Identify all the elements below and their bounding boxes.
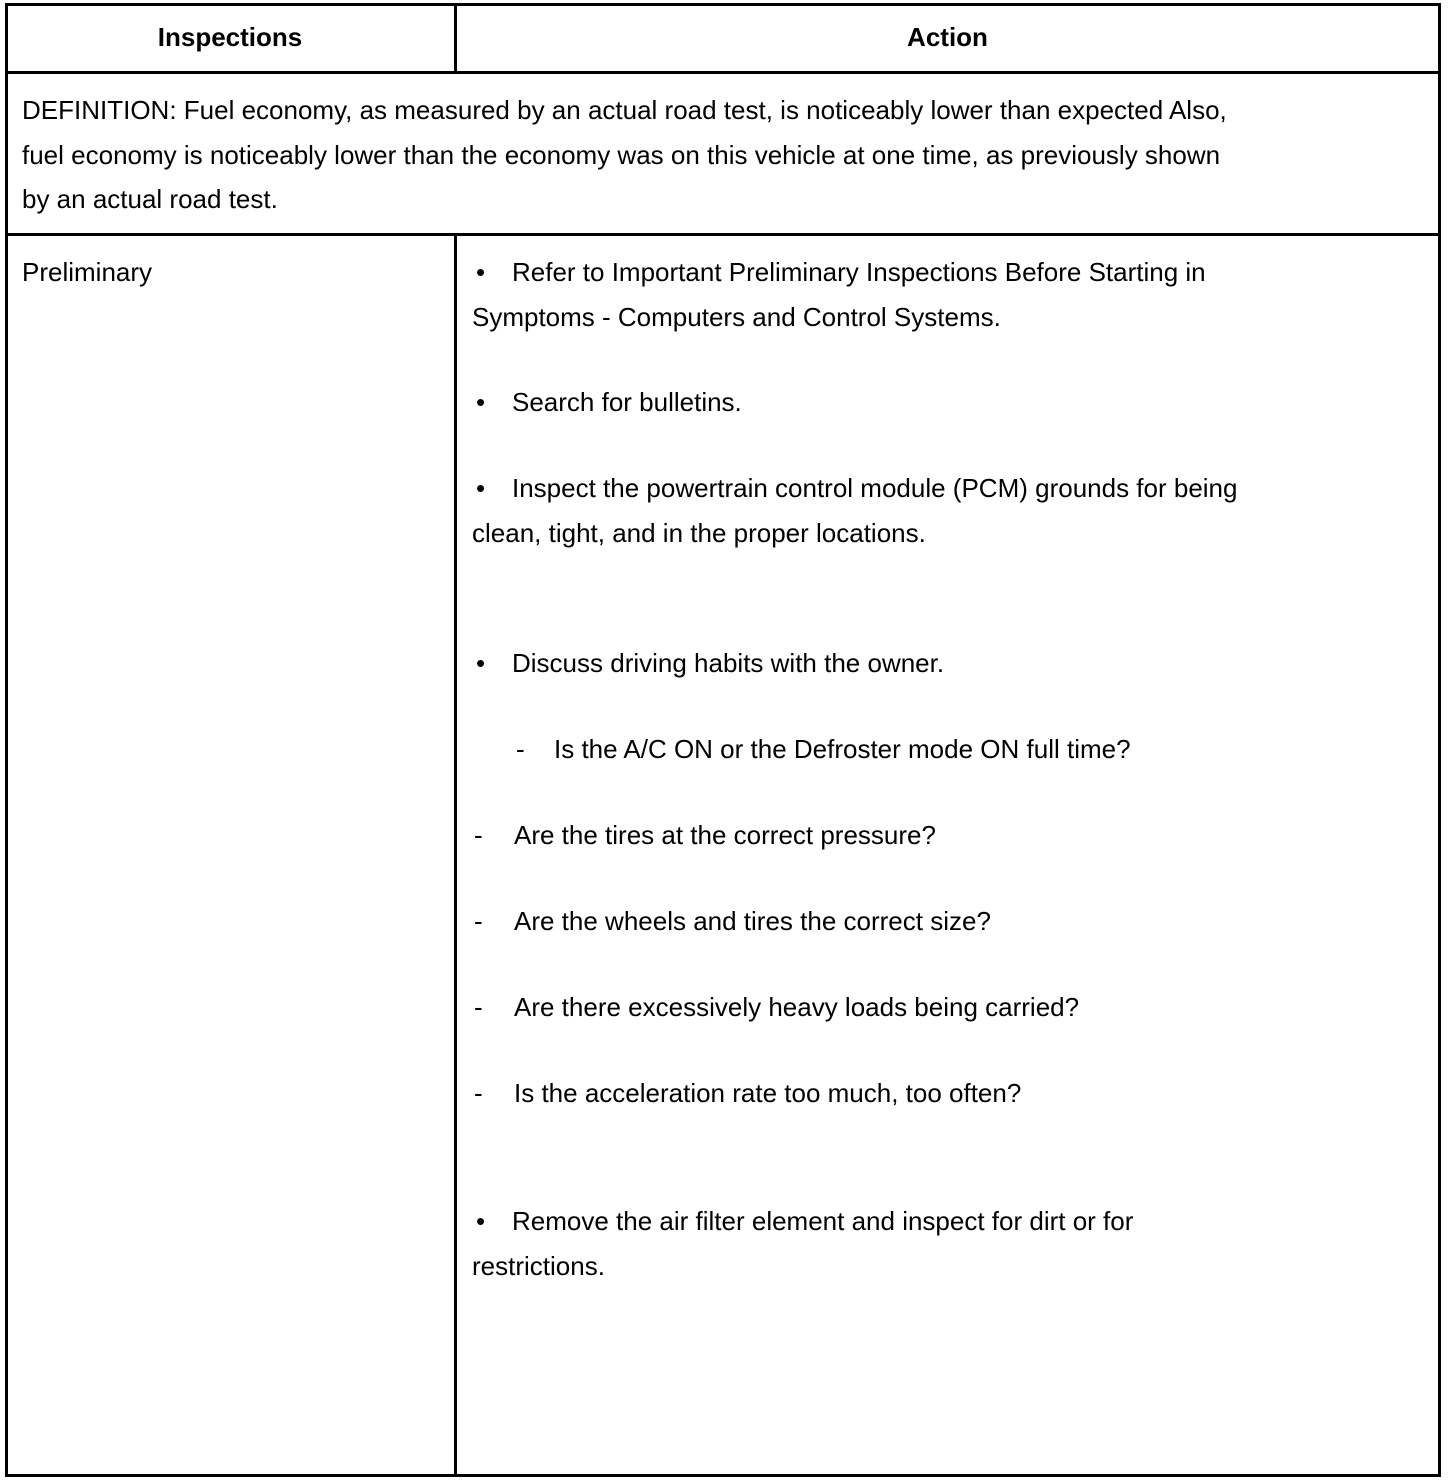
action-item-text: Is the A/C ON or the Defroster mode ON full time?	[554, 734, 1131, 764]
column-divider-body	[454, 233, 457, 1477]
action-item-text: Is the acceleration rate too much, too often?	[514, 1078, 1022, 1108]
action-item-refer	[472, 250, 1206, 295]
action-item-text: Are the tires at the correct pressure?	[514, 820, 936, 850]
definition-line-2: fuel economy is noticeably lower than the economy was on this vehicle at one time, as previously shown	[22, 140, 1221, 170]
definition-line-1: DEFINITION: Fuel economy, as measured by an actual road test, is noticeably lower than expected Also,	[22, 95, 1227, 125]
bullet-marker: •	[476, 257, 486, 287]
header-action: Action	[907, 22, 988, 52]
table-border-left	[5, 3, 8, 1477]
action-subitem-tire-pressure	[472, 813, 936, 858]
bullet-marker: •	[476, 473, 486, 503]
bullet-marker: •	[476, 387, 486, 417]
action-item-driving-habits	[472, 641, 944, 686]
dash-marker: -	[474, 820, 483, 850]
definition-divider	[5, 233, 1441, 236]
action-item-text: Are the wheels and tires the correct size?	[514, 906, 991, 936]
table-border-right	[1438, 3, 1441, 1477]
table-border-top	[5, 3, 1441, 6]
header-inspections: Inspections	[157, 22, 303, 52]
bullet-marker: •	[476, 1206, 486, 1236]
header-divider	[5, 71, 1441, 74]
bullet-marker: •	[476, 648, 486, 678]
action-item-air-filter	[472, 1199, 1133, 1244]
dash-marker: -	[474, 992, 483, 1022]
dash-marker: -	[516, 734, 525, 764]
action-item-text: Search for bulletins.	[512, 387, 742, 417]
dash-marker: -	[474, 1078, 483, 1108]
action-item-air-filter-cont: restrictions.	[472, 1251, 605, 1281]
inspection-preliminary: Preliminary	[22, 257, 153, 287]
action-subitem-heavy-loads	[472, 985, 1079, 1030]
action-item-bulletins	[472, 380, 742, 425]
action-item-refer-cont: Symptoms - Computers and Control Systems.	[472, 302, 1001, 332]
action-item-text: Remove the air filter element and inspect for dirt or for	[512, 1206, 1134, 1236]
action-subitem-acceleration	[472, 1071, 1021, 1116]
action-item-text: Are there excessively heavy loads being carried?	[514, 992, 1080, 1022]
dash-marker: -	[474, 906, 483, 936]
action-item-pcm-grounds-cont: clean, tight, and in the proper locations.	[472, 518, 926, 548]
action-subitem-ac	[514, 727, 1131, 772]
action-subitem-tire-size	[472, 899, 991, 944]
action-item-text: Discuss driving habits with the owner.	[512, 648, 945, 678]
table-border-bottom	[5, 1474, 1441, 1477]
action-item-pcm-grounds	[472, 466, 1237, 511]
definition-line-3: by an actual road test.	[22, 184, 278, 214]
action-item-text: Refer to Important Preliminary Inspections Before Starting in	[512, 257, 1206, 287]
action-item-text: Inspect the powertrain control module (PCM) grounds for being	[512, 473, 1238, 503]
